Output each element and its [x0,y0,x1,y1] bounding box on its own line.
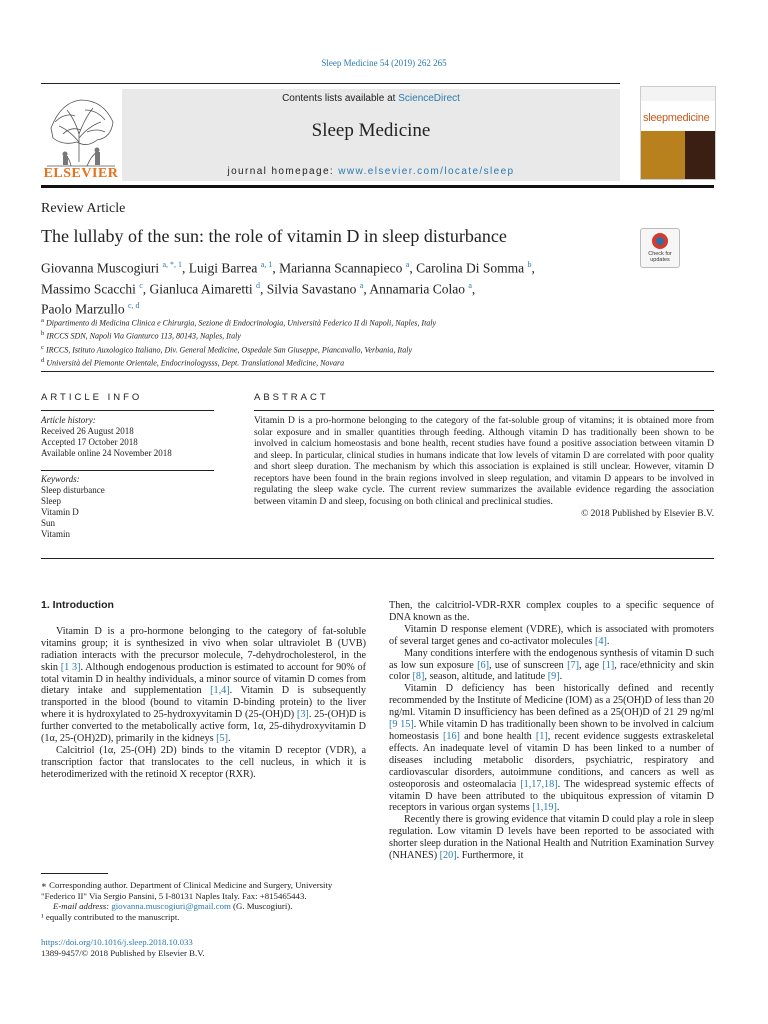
reference-link[interactable]: [1] [535,730,548,742]
body-paragraph [389,648,714,684]
contents-prefix: Contents lists available at [282,93,399,104]
affiliation-mark: d [41,356,45,364]
article-type: Review Article [41,201,126,216]
body-text: Vitamin D response element (VDRE), which is associated with promoters of several target genes and co-activator molecules [389,623,714,647]
body-text: . 25-(OH)D is further converted to the metabolically active form, 1α, 25-dihydroxyvitamin D (1α, 25-(OH)2D), primarily in the kidneys [41,709,367,745]
author-affiliation-mark[interactable]: b [527,260,532,269]
reference-link[interactable]: [7] [567,659,580,671]
divider [254,410,714,411]
affiliation [41,343,661,356]
history-label: Article history: [41,415,96,425]
body-text: Many conditions interfere with the endogenous synthesis of vitamin D such as low sun exposure [389,647,714,671]
reference-link[interactable]: [1 3] [60,661,81,673]
divider [41,558,714,559]
keyword: Vitamin D [41,507,79,517]
email-suffix: (G. Muscogiuri). [230,901,293,911]
author-affiliation-mark[interactable]: a, *, 1 [162,260,183,269]
abstract-text: Vitamin D is a pro-hormone belonging to the category of the fat-soluble group of vitamins; it is obtained more from solar exposure and in smaller quantities through feeding. Although vitamin D has traditionally been shown to be involved in calcium homeostasis and bone health, recent studies have found a positive association between vitamin D and sleep. In particular, clinical studies in humans indicate that low levels of vitamin D are correlated with poor quality and short sleep duration. The mechanism by which this association is explained is still unclear. However, vitamin D receptors have been found in the brain regions involved in sleep regulation, and vitamin D appears to be involved in regulating the sleep wake cycle. The current review summarizes the available evidence regarding the association between vitamin D and sleep, focusing on both clinical and preclinical studies. [254,416,714,507]
author-affiliation-mark[interactable]: c [139,280,143,290]
body-text: . Vitamin D is subsequently transported in the blood (bound to vitamin D-binding protein) to the liver where it is hydroxylated to 25-hydroxyvitamin D (25-(OH)D) [41,685,366,721]
divider [41,371,714,372]
affiliation [41,356,661,369]
journal-citation[interactable]: Sleep Medicine 54 (2019) 262 265 [321,58,447,68]
crossmark-icon-center [656,237,664,245]
body-text: . The widespread systemic effects of vitamin D have been attributed to the ubiquitous expression of vitamin D receptors in various organ systems [389,778,714,814]
author-name: Giovanna Muscogiuri [41,260,160,276]
reference-link[interactable]: [1,17,18] [520,778,558,790]
reference-link[interactable]: [8] [412,671,425,683]
cover-top-band [641,87,715,101]
keyword: Sleep [41,496,61,506]
body-text: , season, altitude, and latitude [424,671,548,683]
body-text: Vitamin D deficiency has been historically defined and recently recommended by the Institute of Medicine (IOM) as a 25(OH)D of less than 20 ng/ml. Vitamin D insufficiency has been defined as a 25(OH)D of 21 29 ng/ml [389,683,714,719]
author-name: Carolina Di Somma [416,260,525,276]
reference-link[interactable]: [9 15] [389,719,414,731]
journal-homepage [122,166,620,177]
author-affiliation-mark[interactable]: c, d [128,301,140,310]
corresponding-author-note: ∗ Corresponding author. Department of Clinical Medicine and Surgery, University "Federico II" Via Sergio Pansini, 5 I-80131 Naples Italy. Fax: +815465443. [41,880,333,901]
reference-link[interactable]: [1,19] [532,802,557,814]
reference-link[interactable]: [16] [442,730,460,742]
reference-link[interactable]: [3] [296,709,309,721]
affiliation-mark: a [41,317,44,324]
body-text: and bone health [459,730,536,742]
cover-title: sleepmedicine [643,112,710,124]
body-paragraph [41,626,366,745]
abstract-body [254,416,714,521]
body-text: Recently there is growing evidence that vitamin D could play a role in sleep regulation. Low vitamin D levels have been reported to be associated with shorter sleep duration in the National Health and Nutrition Examination Survey (NHANES) [389,814,714,862]
footnote-rule [41,873,108,874]
affiliation-mark: b [41,330,45,338]
history-online: Available online 24 November 2018 [41,448,172,458]
article-title: The lullaby of the sun: the role of vitamin D in sleep disturbance [41,226,507,246]
abstract-heading: ABSTRACT [254,392,329,403]
elsevier-wordmark: ELSEVIER [43,166,119,181]
body-paragraph [389,683,714,814]
history-accepted: Accepted 17 October 2018 [41,437,138,447]
body-text: . [227,733,231,745]
author-affiliation-mark[interactable]: d [256,280,261,290]
affiliation-text: Università del Piemonte Orientale, Endocrinologysss, Dept. Translational Medicine, Novara [44,358,345,368]
author-affiliation-mark[interactable]: a [405,260,410,269]
author-name: Marianna Scannapieco [279,260,403,276]
issn-line: 1389-9457/© 2018 Published by Elsevier B.V. [41,948,205,958]
author-affiliation-mark[interactable]: a [468,280,472,290]
journal-cover-thumbnail[interactable] [640,86,716,180]
contents-line [122,93,620,104]
email-label: E-mail address: [53,901,112,911]
affiliation-text: IRCCS SDN, Napoli Via Gianturco 113, 80143, Naples, Italy [44,331,241,341]
body-text: , age [579,659,603,671]
body-text: . [556,802,560,814]
affiliation-mark: c [41,343,44,351]
header-top-rule [41,83,620,84]
affiliation-text: IRCCS, Istituto Auxologico Italiano, Div. General Medicine, Ospedale San Giuseppe, Piancavallo, Verbania, Italy [43,345,413,355]
body-text: , recent evidence suggests extraskeletal effects. An inadequate level of vitamin D has been linked to a number of diseases including metabolic disorders, psychiatric, respiratory and cardiovascular disorders, autoimmune conditions, and cancers as well as osteoporosis and osteomalacia [389,730,714,790]
section-heading: 1. Introduction [41,599,114,611]
abstract-copyright: © 2018 Published by Elsevier B.V. [581,509,714,519]
body-paragraph [41,745,366,781]
body-text: . [559,671,563,683]
body-text: , use of sunscreen [488,659,568,671]
divider [41,410,214,411]
crossmark-label: Check for updates [648,251,672,263]
author-name: Massimo Scacchi [41,281,136,296]
body-paragraph [389,600,714,624]
history-received: Received 26 August 2018 [41,426,134,436]
keyword: Vitamin [41,529,70,539]
body-column-left [41,600,366,781]
body-column-right [389,600,714,862]
body-text: Then, the calcitriol-VDR-RXR complex couples to a specific sequence of DNA known as the. [389,600,714,623]
affiliation [41,316,661,329]
keyword: Sleep disturbance [41,485,105,495]
keyword: Sun [41,518,56,528]
affiliation [41,329,661,342]
doi-link[interactable]: https://doi.org/10.1016/j.sleep.2018.10.033 [41,937,193,947]
author-affiliation-mark[interactable]: a, 1 [260,260,273,269]
reference-link[interactable]: [6] [477,659,489,671]
reference-link[interactable]: [20] [439,850,457,862]
author-name: Paolo Marzullo [41,301,125,317]
keywords-label: Keywords: [41,474,80,484]
reference-link[interactable]: [5] [216,733,228,745]
header-bottom-rule [41,185,714,188]
article-history [41,415,216,459]
homepage-link[interactable]: www.elsevier.com/locate/sleep [338,166,515,177]
page-footer [41,937,366,959]
author-name: Annamaria Colao [369,281,465,296]
article-info-heading: ARTICLE INFO [41,392,143,403]
reference-link[interactable]: [9] [547,671,560,683]
divider [41,470,214,471]
body-text: . While vitamin D has traditionally been shown to be involved in calcium homeostasis [389,719,714,742]
affiliations [41,316,661,369]
body-text: Calcitriol (1α, 25-(OH) 2D) binds to the vitamin D receptor (VDR), a transcription factor that translocates to the cell nucleus, in which it is heterodimerized with the retinoid X receptor (RXR). [41,744,366,780]
body-text: . [606,635,610,647]
journal-title: Sleep Medicine [311,120,431,141]
keywords [41,474,216,540]
author-name: Luigi Barrea [188,260,258,276]
sciencedirect-link[interactable]: ScienceDirect [398,93,460,104]
equal-contribution-note: ¹ equally contributed to the manuscript. [41,911,180,922]
footnotes [41,880,366,922]
body-text: , race/ethnicity and skin color [389,659,714,683]
reference-link[interactable]: [1,4] [210,685,230,697]
body-text: . Furthermore, it [456,850,524,862]
author-email-link[interactable]: giovanna.muscogiuri@gmail.com [111,901,231,911]
author-name: Silvia Savastano [266,281,357,296]
reference-link[interactable]: [4] [595,635,607,647]
affiliation-text: Dipartimento di Medicina Clinica e Chirurgia, Sezione di Endocrinologia, Università Federico II di Napoli, Naples, Italy [43,318,437,328]
body-paragraph [389,624,714,648]
cover-dark-band [685,131,715,179]
author-name: Gianluca Aimaretti [149,281,253,296]
body-text: Vitamin D is a pro-hormone belonging to the category of fat-soluble vitamins group; it is synthesized in vivo when solar ultraviolet B (UVB) radiation interacts with the precursor molecule, 7-dehydrocholesterol, in the skin [41,625,366,673]
crossmark-button[interactable] [640,228,680,268]
homepage-prefix: journal homepage: [227,166,339,177]
reference-link[interactable]: [1] [602,659,615,671]
author-affiliation-mark[interactable]: a [359,280,364,290]
body-paragraph [389,814,714,862]
author-list: Giovanna Muscogiuri $^{a, *, 1}$, Luigi Barrea $^{a, 1}$, Marianna Scannapieco $^a$, Carolina Di Somma $^b$, Massimo Scacchi $^c$, Gianluca Aimaretti $^d$, Silvia Savastano $^a$, Annamaria Colao $^a$, Paolo Marzullo $^{c, d}$ [41,260,535,317]
body-text: . Although endogenous production is estimated to account for 90% of total vitamin D in healthy individuals, a minor source of vitamin D comes from dietary intake and supplementation [41,661,366,697]
